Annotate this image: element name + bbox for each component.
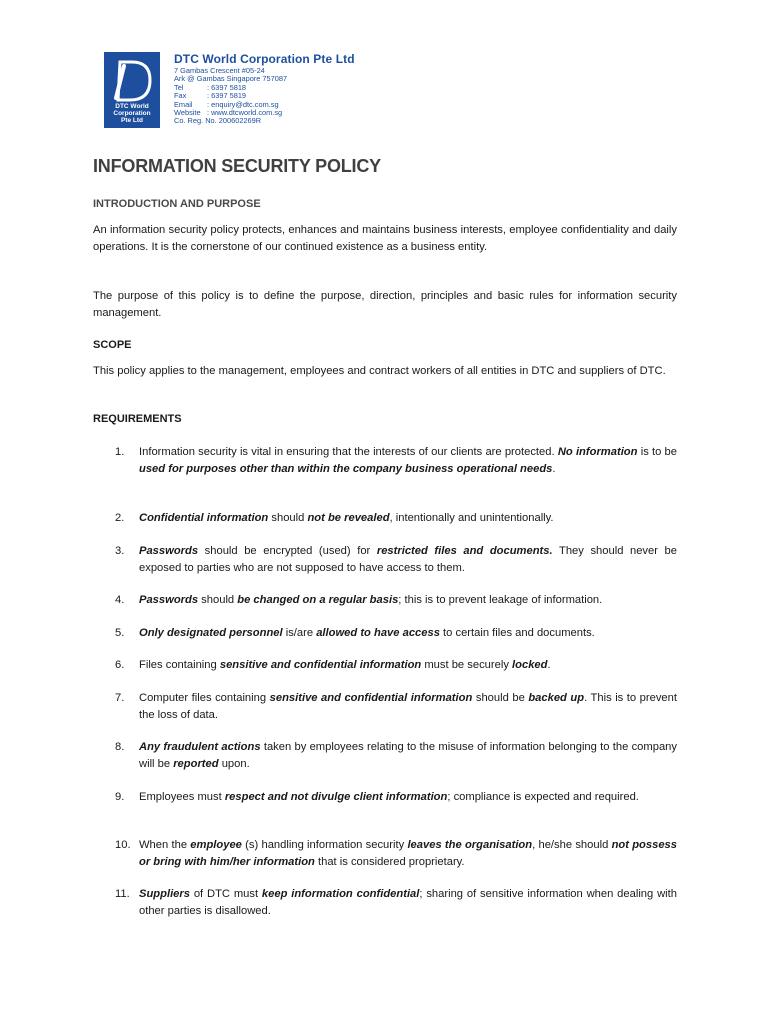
- item-text-segment: (s) handling information security: [241, 839, 408, 851]
- list-item-text: [139, 444, 677, 477]
- list-item-text: [139, 510, 677, 527]
- item-text-segment: , he/she should: [532, 839, 612, 851]
- emphasis-text: leaves the organisation: [407, 839, 533, 851]
- list-item-number: 2.: [115, 512, 125, 524]
- company-contact-block: [174, 67, 287, 126]
- contact-value: : 6397 5818: [207, 82, 247, 92]
- list-item-text: [139, 657, 677, 674]
- item-text-segment: should be: [472, 692, 529, 704]
- emphasis-text: Any fraudulent actions: [139, 741, 261, 753]
- emphasis-text: Suppliers: [139, 888, 190, 900]
- emphasis-text: Confidential information: [139, 512, 269, 524]
- contact-value: : www.dtcworld.com.sg: [207, 108, 283, 118]
- item-text-segment: should: [198, 594, 238, 606]
- item-text-segment: ; sharing of sensitive information when dealing with other parties is disallowed.: [139, 888, 677, 917]
- item-text-segment: that is considered proprietary.: [314, 855, 465, 868]
- requirements-heading: REQUIREMENTS: [93, 413, 182, 425]
- address-line-2: Ark @ Gambas Singapore 757087: [174, 74, 288, 84]
- emphasis-text: Only designated personnel: [139, 627, 283, 639]
- emphasis-text: locked: [512, 659, 548, 671]
- emphasis-text: sensitive and confidential information: [269, 692, 473, 704]
- contact-label: Tel: [174, 82, 184, 92]
- item-text-segment: Computer files containing: [139, 692, 270, 704]
- emphasis-text: sensitive and confidential information: [219, 659, 422, 671]
- logo-text-line-1: DTC World: [115, 103, 149, 110]
- item-text-segment: should be encrypted (used) for: [198, 545, 377, 557]
- emphasis-text: No information: [557, 446, 638, 458]
- emphasis-text: not be revealed: [307, 512, 390, 524]
- list-item-number: 10.: [115, 839, 131, 851]
- emphasis-text: used for purposes other than within the company business operational needs: [139, 462, 553, 475]
- list-item-number: 9.: [115, 791, 125, 803]
- emphasis-text: keep information confidential: [261, 888, 420, 900]
- item-text-segment: .: [552, 462, 556, 475]
- logo-text: [106, 103, 158, 124]
- list-item-text: [139, 690, 677, 723]
- list-item-text: [139, 592, 677, 609]
- intro-paragraph-1: An information security policy protects, enhances and maintains business interests, employee confidentiality and daily operations. It is the cornerstone of our continued existence as a business entity.: [93, 224, 677, 253]
- list-item-text: [139, 837, 677, 870]
- list-item-number: 11.: [115, 888, 130, 900]
- item-text-segment: taken by employees relating to the misuse of information belonging to the company will be: [139, 741, 677, 770]
- item-text-segment: is to be: [637, 446, 677, 458]
- emphasis-text: not possess or bring with him/her information: [139, 839, 677, 868]
- item-text-segment: Information security is vital in ensuring that the interests of our clients are protected.: [139, 446, 558, 458]
- item-text-segment: ; compliance is expected and required.: [447, 791, 639, 803]
- company-logo: [104, 52, 160, 128]
- intro-paragraph-2: The purpose of this policy is to define the purpose, direction, principles and basic rules for information security management.: [93, 290, 677, 319]
- company-reg-no: Co. Reg. No. 200602269R: [174, 116, 262, 126]
- item-text-segment: They should never be exposed to parties who are not supposed to have access to them.: [139, 545, 677, 574]
- company-name: DTC World Corporation Pte Ltd: [174, 52, 355, 66]
- item-text-segment: is/are: [282, 627, 317, 639]
- list-item-number: 3.: [115, 545, 125, 557]
- emphasis-text: allowed to have access: [316, 627, 440, 639]
- item-text-segment: ; this is to prevent leakage of information.: [398, 594, 603, 606]
- list-item-number: 8.: [115, 741, 125, 753]
- list-item-number: 1.: [115, 446, 125, 458]
- item-text-segment: must be securely: [421, 659, 513, 671]
- emphasis-text: restricted files and documents.: [376, 545, 553, 557]
- list-item-number: 6.: [115, 659, 125, 671]
- item-text-segment: Files containing: [139, 659, 220, 671]
- list-item-number: 4.: [115, 594, 125, 606]
- contact-label: Email: [174, 99, 193, 109]
- contact-label: Fax: [174, 91, 187, 101]
- scope-paragraph: This policy applies to the management, employees and contract workers of all entities in DTC and suppliers of DTC.: [93, 365, 666, 377]
- item-text-segment: When the: [139, 839, 191, 851]
- item-text-segment: Employees must: [139, 791, 225, 803]
- list-item-number: 7.: [115, 692, 125, 704]
- item-text-segment: of DTC must: [189, 888, 262, 900]
- item-text-segment: . This is to prevent the loss of data.: [139, 692, 677, 721]
- list-item-text: [139, 625, 677, 642]
- item-text-segment: , intentionally and unintentionally.: [389, 512, 554, 524]
- scope-heading: SCOPE: [93, 339, 132, 351]
- logo-text-line-2: Corporation: [113, 110, 151, 117]
- logo-text-line-3: Pte Ltd: [120, 117, 144, 124]
- contact-label: Website: [174, 108, 201, 118]
- emphasis-text: Passwords: [139, 594, 199, 606]
- document-title: INFORMATION SECURITY POLICY: [93, 156, 381, 176]
- list-item-text: [139, 543, 677, 576]
- item-text-segment: should: [268, 512, 308, 524]
- intro-section: [93, 198, 677, 210]
- list-item-number: 5.: [115, 627, 125, 639]
- emphasis-text: be changed on a regular basis: [237, 594, 399, 606]
- intro-heading: INTRODUCTION AND PURPOSE: [93, 198, 261, 210]
- list-item-text: [139, 739, 677, 772]
- item-text-segment: to certain files and documents.: [439, 627, 595, 639]
- emphasis-text: reported: [173, 757, 219, 770]
- contact-value: : enquiry@dtc.com.sg: [207, 99, 279, 109]
- list-item-text: [139, 789, 677, 806]
- emphasis-text: employee: [190, 839, 242, 851]
- address-line-1: 7 Gambas Crescent #05-24: [174, 66, 265, 75]
- list-item-text: [139, 886, 677, 919]
- emphasis-text: backed up: [528, 692, 585, 704]
- emphasis-text: respect and not divulge client information: [224, 791, 448, 803]
- contact-value: : 6397 5819: [207, 91, 247, 101]
- item-text-segment: .: [547, 659, 551, 671]
- emphasis-text: Passwords: [139, 545, 199, 557]
- item-text-segment: upon.: [218, 757, 250, 770]
